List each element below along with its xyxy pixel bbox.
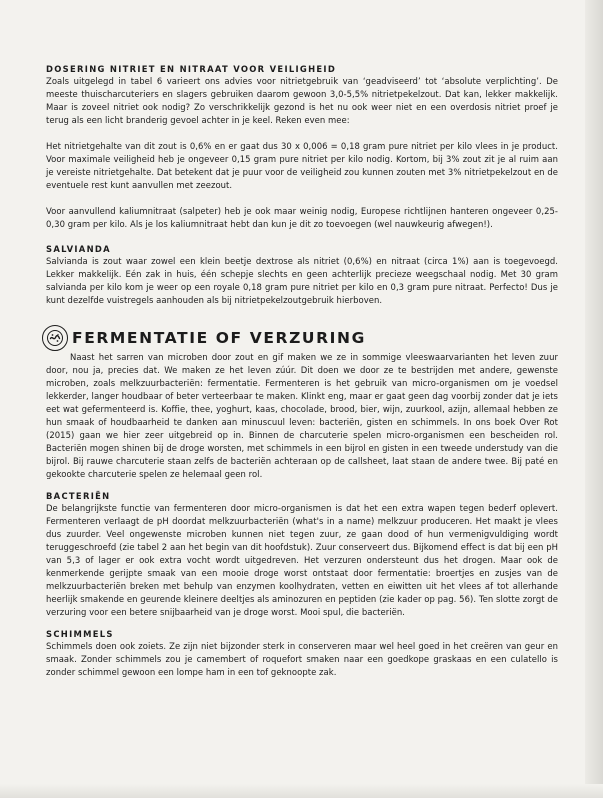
section-heading-salvianda: SALVIANDA [46,244,111,254]
fermentation-jar-icon [42,325,68,351]
paragraph: Voor aanvullend kaliumnitraat (salpeter) heb je ook maar weinig nodig, Europese richtlijnen hanteren ongeveer 0,25-0,30 gram per kilo. Als je los kaliumnitraat hebt dan kun je dit zo toevoegen (wel nauwkeurig afwegen!). [46,206,558,229]
paragraph: Naast het sarren van microben door zout en gif maken we ze in sommige vleeswaarvarianten het leven zuur door, nou ja, precies dat. We maken ze het leven zúúr. Dit doen we door ze te bestrijden met andere, gewenste microben, zoals melkzuurbacteriën: fermentatie. Fermenteren is het gebruik van micro-organismen om je voedsel lekkerder, langer houdbaar of beter verteerbaar te maken. Klinkt eng, maar er gaat geen dag voorbij zonder dat je iets eet wat gefermenteerd is. Koffie, thee, yoghurt, kaas, chocolade, brood, bier, wijn, zuurkool, azijn, allemaal hebben ze hun smaak of houdbaarheid te danken aan minuscuul leven: bacteriën, gisten en schimmels. In ons boek Over Rot (2015) gaan we hier zeer uitgebreid op in. Binnen de charcuterie spelen micro-organismen een bescheiden rol. Bacteriën mogen shinen bij de droge worsten, met schimmels in een bijrol en gisten in een tweede understudy van die bijrol. Bij rauwe charcuterie staan zelfs de bacteriën achteraan op de callsheet, laat staan de andere twee. Bij paté en gekookte charcuterie spelen ze helemaal geen rol. [46,352,558,479]
section-heading-schimmels: SCHIMMELS [46,629,114,639]
paragraph: De belangrijkste functie van fermenteren door micro-organismen is dat het een extra wapen tegen bederf oplevert. Fermenteren verlaagt de pH doordat melkzuurbacteriën (what's in a name) melkzuur produceren. Het maakt je vlees dus zuurder. Veel ongewenste microben kunnen niet tegen zuur, ze gaan dood of hun vermenigvuldiging wordt teruggeschroefd (zie tabel 2 aan het begin van dit hoofdstuk). Zuur conserveert dus. Bijkomend effect is dat bij een pH van 5,3 of lager er ook extra vocht wordt uitgedreven. Het verzuren ondersteunt dus het drogen. Maar ook de kenmerkende gerijpte smaak van een mooie droge worst ontstaat door fermentatie: broertjes en zusjes van de melkzuurbacteriën breken met behulp van enzymen koolhydraten, vetten en eiwitten uit het vlees af tot allerhande heerlijk smakende en geurende kleinere deeltjes als aminozuren en peptiden (zie kader op pag. 56). Ten slotte zorgt de verzuring voor een betere snijbaarheid van je droge worst. Mooi spul, die bacteriën. [46,503,558,617]
chapter-title: FERMENTATIE OF VERZURING [72,329,366,347]
chapter-header [46,325,558,351]
section-heading-bacterien: BACTERIËN [46,491,111,501]
paragraph: Zoals uitgelegd in tabel 6 varieert ons advies voor nitrietgebruik van ‘geadviseerd’ tot ‘absolute verplichting’. De meeste thuischarcuteriers en slagers gebruiken daarom gewoon 3,0-5,5% nitrietpekelzout. Dat kan, lekker makkelijk. Maar is zoveel nitriet ook nodig? Zo verschrikkelijk gezond is het nu ook weer niet en een overdosis nitriet proef je terug als een licht branderig gevoel achter in je keel. Reken even mee: [46,76,558,125]
paragraph: Salvianda is zout waar zowel een klein beetje dextrose als nitriet (0,6%) en nitraat (circa 1%) aan is toegevoegd. Lekker makkelijk. Eén zak in huis, één schepje slechts en geen achterlijk precieze weegschaal nodig. Met 30 gram salvianda per kilo kom je weer op een royale 0,18 gram pure nitriet per kilo en 0,3 gram pure nitraat. Perfecto! Dus je kunt dezelfde vuistregels aanhouden als bij nitrietpekelzoutgebruik hierboven. [46,256,558,305]
page-content [46,64,558,679]
page-edge-shadow [585,0,603,798]
paragraph: Schimmels doen ook zoiets. Ze zijn niet bijzonder sterk in conserveren maar wel heel goed in het creëren van geur en smaak. Zonder schimmels zou je camembert of roquefort smaken naar een goedkope graskaas en een culatello is zonder schimmel gewoon een lompe ham in een tof geknoopte zak. [46,641,558,677]
paragraph: Het nitrietgehalte van dit zout is 0,6% en er gaat dus 30 x 0,006 = 0,18 gram pure nitriet per kilo vlees in je product. Voor maximale veiligheid heb je ongeveer 0,15 gram pure nitriet per kilo nodig. Kortom, bij 3% zout zit je al ruim aan je vereiste nitrietgehalte. Dat betekent dat je puur voor de veiligheid zou kunnen zouten met 3% nitrietpekelzout en de eventuele rest kunt aanvullen met zeezout. [46,141,558,190]
section-heading-dosering: DOSERING NITRIET EN NITRAAT VOOR VEILIGHEID [46,64,337,74]
page-bottom-shadow [0,784,603,798]
